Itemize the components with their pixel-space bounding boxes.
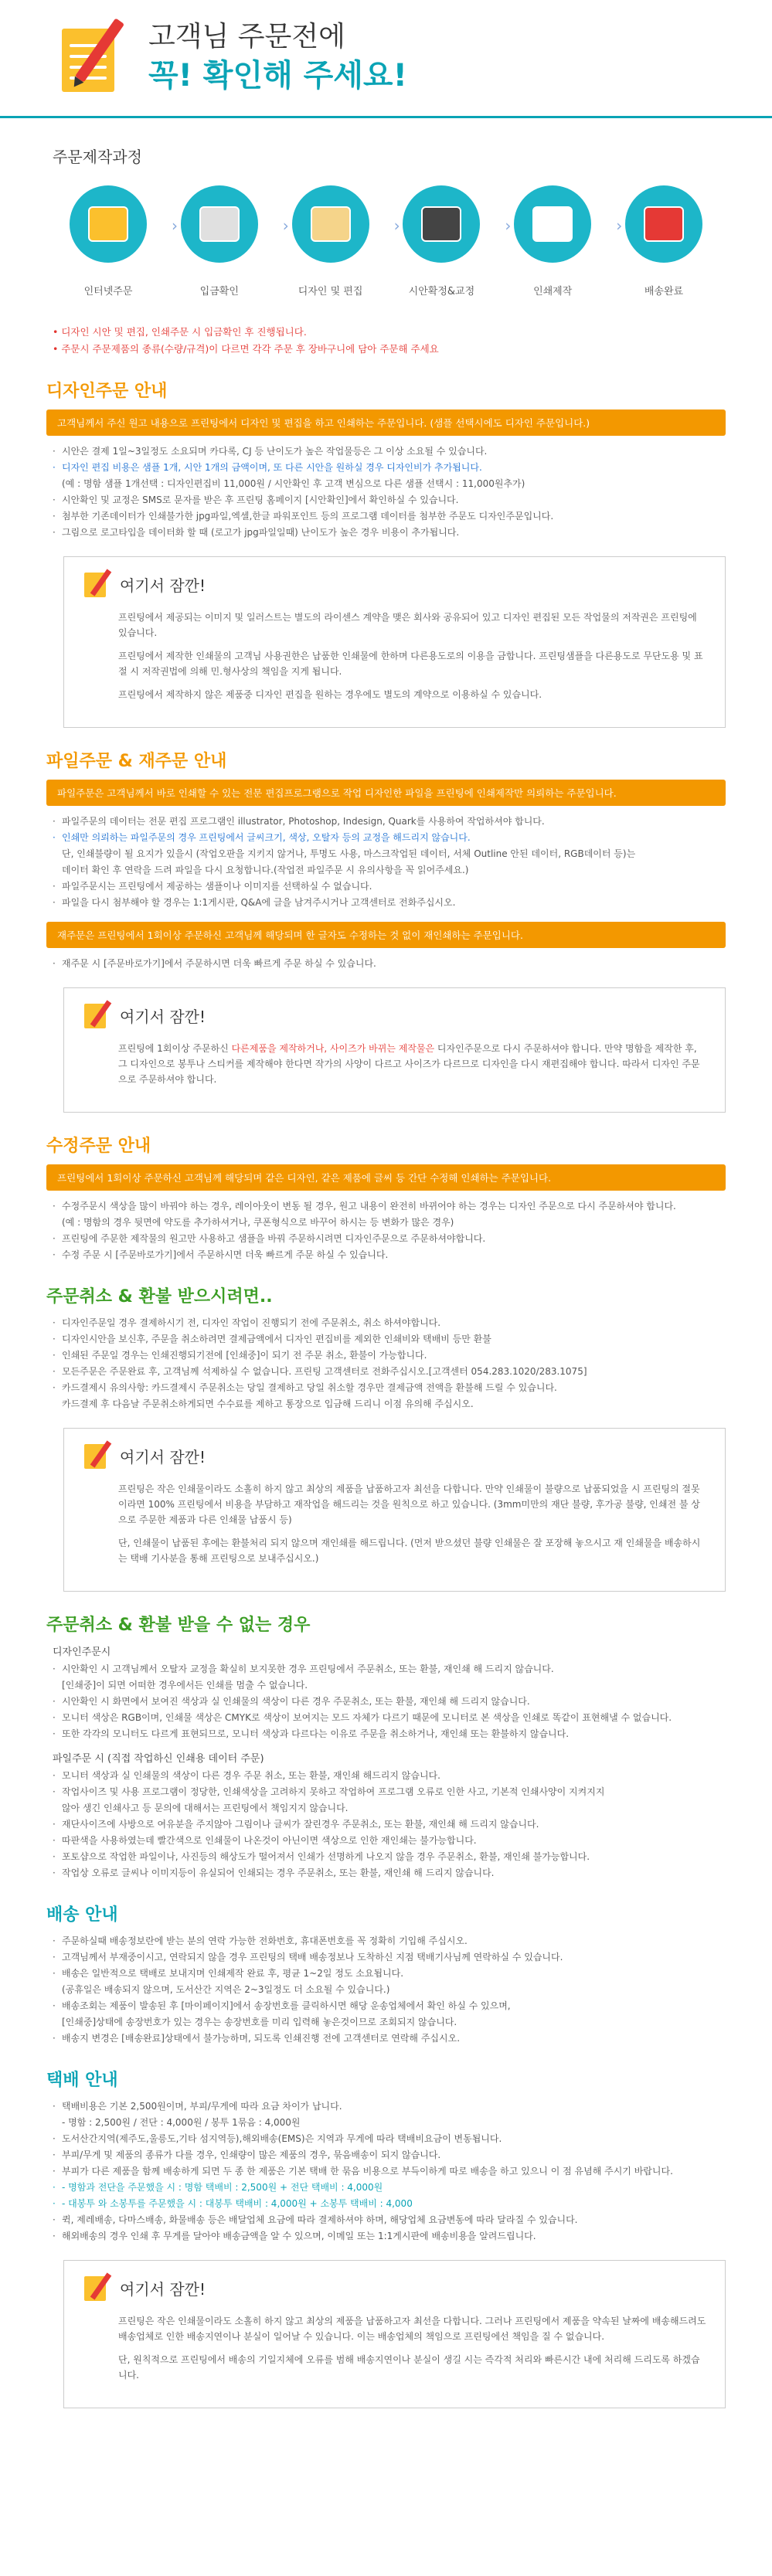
- list-item: 단, 인쇄불량이 될 요지가 있을시 (작업오판을 지키지 않거나, 투명도 사용, 마스크작업된 데이터, 서체 Outline 안된 데이터, RGB데이터 등)는: [62, 848, 636, 859]
- note-pen-icon: [81, 2273, 112, 2302]
- list-item: · 배송은 일반적으로 택배로 보내지며 인쇄제작 완료 후, 평균 1~2일 정도 소요됩니다.: [53, 1966, 726, 1982]
- divider: [0, 116, 772, 118]
- list-item: · 배송지 변경은 [배송완료]상태에서 불가능하며, 되도록 인쇄진행 전에 고객센터로 연락해 주십시오.: [53, 2031, 726, 2047]
- note-text: 프린팅에 1회이상 주문하신 다른제품을 제작하거나, 사이즈가 바뀌는 제작물은 디자인주문으로 다시 주문하셔야 합니다. 만약 명함을 제작한 후, 그 디자인으로 봉투나 스티커를 제작해야 한다면 작가의 사양이 다르고 사이즈가 다르므로 디자인을 다시 재편집해야 합니다. 따라서 디자인 주문으로 주문하셔야 합니다.: [118, 1043, 700, 1085]
- reorder-bar: 재주문은 프린팅에서 1회이상 주문하신 고객님께 해당되며 한 글자도 수정하는 것 없이 재인쇄하는 주문입니다.: [46, 922, 726, 948]
- list-item: (예 : 명함의 경우 뒷면에 약도를 추가하셔거나, 쿠폰형식으로 바꾸어 하시는 등 변화가 많은 경우): [62, 1217, 454, 1228]
- main-content: [0, 144, 772, 2408]
- list-item: (예 : 명함 샘플 1개선택 : 디자인편집비 11,000원 / 시안확인 후 고객 변심으로 다른 샘플 선택시 : 11,000원추가): [62, 478, 525, 489]
- list-item: · 포토샵으로 작업한 파일이나, 사진등의 해상도가 떨어져서 인쇄가 선명하게 나오지 않을 경우 주문취소, 환불, 재인쇄 불가능합니다.: [53, 1849, 726, 1865]
- printer-icon: [514, 185, 623, 263]
- chevron-right-icon: ›: [505, 216, 512, 235]
- note-pen-icon: [81, 1441, 112, 1470]
- note-pen-icon: [81, 1001, 112, 1030]
- file-bar: 파일주문은 고객님께서 바로 인쇄할 수 있는 전문 편집프로그램으로 작업 디자인한 파일을 프린팅에 인쇄제작만 의뢰하는 주문입니다.: [46, 780, 726, 806]
- note-text: 프린팅은 작은 인쇄물이라도 소홀히 하지 않고 최상의 제품을 납품하고자 최선을 다합니다. 그러나 프린팅에서 제품을 약속된 날짜에 배송해드려도 배송업체로 인한 배송지연이나 분실이 일어날 수 있습니다. 이는 배송업체의 책임으로 프린팅에선 책임을 질 수 없습니다.: [118, 2316, 706, 2342]
- section-title-courier: 택배 안내: [46, 2071, 118, 2090]
- list-item: · 퀵, 제레배송, 다마스배송, 화물배송 등은 배달업체 요금에 따라 결제하셔야 하며, 해당업체 요금변동에 따라 달라질 수 있습니다.: [53, 2212, 726, 2228]
- list-item: · 프린팅에 주문한 제작물의 원고만 사용하고 샘플을 바꿔 주문하시려면 디자인주문으로 주문하셔야합니다.: [53, 1231, 726, 1247]
- process-step: [62, 185, 178, 297]
- subsection-title: 파일주문 시 (직접 작업하신 인쇄용 데이터 주문): [53, 1753, 264, 1765]
- design-bar: 고객님께서 주신 원고 내용으로 프린팅에서 디자인 및 편집을 하고 인쇄하는 주문입니다. (샘플 선택시에도 디자인 주문입니다.): [46, 410, 726, 436]
- list-item: · 파일을 다시 첨부해야 할 경우는 1:1게시판, Q&A에 글을 남겨주시거나 고객센터로 전화주십시오.: [53, 895, 726, 911]
- subsection-title: 디자인주문시: [53, 1647, 111, 1658]
- note-text: 프린팅에서 제작한 인쇄물의 고객님 사용권한은 납품한 인쇄물에 한하며 다른용도로의 이용을 금합니다. 프린팅샘플을 다른용도로 무단도용 및 표절 시 저작권법에 의해 민.형사상의 책임을 지게 됩니다.: [118, 651, 703, 677]
- order-note-icon: [54, 19, 131, 97]
- page-subtitle: 꼭! 확인해 주세요!: [148, 58, 407, 93]
- note-text: 프린팅은 작은 인쇄물이라도 소홀히 하지 않고 최상의 제품을 납품하고자 최선을 다합니다. 만약 인쇄물이 불량으로 납품되었을 시 프린팅의 절못이라면 100% 프린팅에서 비용을 부담하고 재작업을 해드리는 것을 원칙으로 하고 있습니다. (3mm미만의 재단 불량, 후가공 불량, 인쇄전 불 상으로 주문한 제품과 다른 인쇄물 납품시 등): [118, 1483, 700, 1525]
- list-item: · 파일주문시는 프린팅에서 제공하는 샘플이나 이미지를 선택하실 수 없습니다.: [53, 878, 726, 895]
- process-step-label: 인터넷주문: [83, 286, 133, 297]
- list-item: · 첨부한 기존데이터가 인쇄불가한 jpg파일,엑셀,한글 파워포인트 등의 프로그램 데이터를 첨부한 주문도 디자인주문입니다.: [53, 508, 726, 525]
- courier-note: [63, 2260, 726, 2408]
- nocancel-list-1: [53, 1661, 726, 1742]
- list-item: · - 대봉투 와 소봉투를 주문했을 시 : 대봉투 택배비 : 4,000원 + 소봉투 택배비 : 4,000: [53, 2196, 726, 2212]
- list-item: 카드결제 후 다음날 주문취소하게되면 수수료를 제하고 통장으로 입금해 드리니 이점 유의해 주십시오.: [62, 1398, 474, 1409]
- reorder-list: [53, 956, 726, 972]
- list-item: · - 명함과 전단을 주문했을 시 : 명함 택배비 : 2,500원 + 전단 택배비 : 4,000원: [53, 2180, 726, 2196]
- list-item: · 고객님께서 부재중이시고, 연락되지 않을 경우 프린팅의 택배 배송정보나 도착하신 지점 택배기사님께 연락하실 수 있습니다.: [53, 1949, 726, 1966]
- process-step: [395, 185, 512, 297]
- note-pen-icon: [81, 569, 112, 599]
- list-item: · 작업상 오류로 글씨나 이미지등이 유실되어 인쇄되는 경우 주문취소, 또는 환불, 재인쇄 해 드리지 않습니다.: [53, 1865, 726, 1881]
- chevron-right-icon: ›: [393, 216, 400, 235]
- list-item: · 카드결제시 유의사항: 카드결제시 주문취소는 당일 결제하고 당일 취소할 경우만 결제금액 전액을 환불해 드릴 수 있습니다.: [53, 1380, 726, 1396]
- note-title: 여기서 잠깐!: [120, 1447, 206, 1466]
- laptop-icon: [403, 185, 512, 263]
- list-item: · 재단사이즈에 사방으로 여유분을 주지않아 그림이나 글씨가 잘린경우 주문취소, 또는 환불, 재인쇄 해 드리지 않습니다.: [53, 1816, 726, 1833]
- list-item: · 부피가 다른 제품을 함께 배송하게 되면 두 종 한 제품은 기본 택배 한 묶음 비용으로 부득이하게 따로 배송을 하고 있으니 이 점 유념해 주시기 바랍니다.: [53, 2163, 726, 2180]
- list-item: · 수정 주문 시 [주문바로가기]에서 주문하시면 더욱 빠르게 주문 하실 수 있습니다.: [53, 1247, 726, 1263]
- list-item: · 재주문 시 [주문바로가기]에서 주문하시면 더욱 빠르게 주문 하실 수 있습니다.: [53, 956, 726, 972]
- list-item: · 수정주문시 색상을 많이 바꿔야 하는 경우, 레이아웃이 변동 될 경우, 원고 내용이 완전히 바뀌어야 하는 경우는 디자인 주문으로 다시 주문하셔야 합니다.: [53, 1198, 726, 1215]
- note-title: 여기서 잠깐!: [120, 1007, 206, 1026]
- process-step-label: 배송완료: [644, 286, 684, 297]
- notice-list: [53, 324, 726, 358]
- list-item: · 시안확인 시 고객님께서 오탈자 교정을 확실히 보지못한 경우 프린팅에서 주문취소, 또는 환불, 재인쇄 해 드리지 않습니다.: [53, 1661, 726, 1677]
- list-item: · 따판색을 사용하였는데 빨간색으로 인쇄물이 나온것이 아닌이면 색상으로 인한 재인쇄는 불가능합니다.: [53, 1833, 726, 1849]
- list-item: · 모든주문은 주문완료 후, 고객님께 석제하실 수 없습니다. 프린팅 고객센터로 전화주십시오.[고객센터 054.283.1020/283.1075]: [53, 1364, 726, 1380]
- note-text: 프린팅에서 제공되는 이미지 및 일러스트는 별도의 라이센스 계약을 맺은 회사와 공유되어 있고 디자인 편집된 모든 작업물의 저작권은 프린팅에 있습니다.: [118, 612, 697, 638]
- section-title-delivery: 배송 안내: [46, 1905, 118, 1925]
- page-title: 고객님 주문전에: [148, 21, 345, 53]
- process-title: 주문제작과정: [53, 148, 142, 166]
- section-title-design: 디자인주문 안내: [46, 382, 168, 401]
- folder-icon: [70, 185, 178, 263]
- process-step: [617, 185, 710, 297]
- list-item: · 부피/무게 및 제품의 종류가 다를 경우, 인쇄량이 많은 제품의 경우, 묶음배송이 되지 않습니다.: [53, 2147, 726, 2163]
- list-item: [인쇄중]상태에 송장번호가 있는 경우는 송장번호를 미리 입력해 놓은것이므로 조회되지 않습니다.: [62, 2017, 457, 2027]
- list-item: · 시안은 결제 1일~3일정도 소요되며 카다록, CJ 등 난이도가 높은 작업물등은 그 이상 소요될 수 있습니다.: [53, 443, 726, 460]
- chevron-right-icon: ›: [616, 216, 623, 235]
- notice-item: • 주문시 주문제품의 종류(수량/규격)이 다르면 각각 주문 후 장바구니에 담아 주문해 주세요: [53, 343, 439, 355]
- list-item: [인쇄중]이 되면 어떠한 경우에서든 인쇄를 멈출 수 없습니다.: [62, 1680, 308, 1691]
- file-list: [53, 814, 726, 911]
- list-item: · 모니터 색상은 RGB이며, 인쇄물 색상은 CMYK로 색상이 보여지는 모드 자체가 다르기 때문에 모니터로 본 색상을 인쇄로 똑같이 표현해낼 수 없습니다.: [53, 1710, 726, 1726]
- process-steps: [46, 185, 726, 297]
- section-title-file: 파일주문 & 재주문 안내: [46, 752, 227, 771]
- list-item: · 인쇄된 주문일 경우는 인쇄진행되기전에 [인쇄중]이 되기 전 주문 취소, 환불이 가능합니다.: [53, 1347, 726, 1364]
- nocancel-list-2: [53, 1768, 726, 1881]
- list-item: · 시안확인 시 화면에서 보여진 색상과 실 인쇄물의 색상이 다른 경우 주문취소, 또는 환불, 재인쇄 해 드리지 않습니다.: [53, 1694, 726, 1710]
- note-text: 프린팅에서 제작하지 않은 제품중 디자인 편집을 원하는 경우에도 별도의 계약으로 이용하실 수 있습니다.: [118, 689, 542, 700]
- note-title: 여기서 잠깐!: [120, 2279, 206, 2299]
- list-item: · 작업사이즈 및 사용 프로그램이 정당한, 인쇄색상을 고려하지 못하고 작업하여 프로그램 오류로 인한 사고, 기본적 인쇄사양이 지켜지지: [53, 1784, 726, 1800]
- process-step-label: 인쇄제작: [533, 286, 573, 297]
- header: [0, 0, 772, 116]
- chevron-right-icon: ›: [282, 216, 289, 235]
- list-item: 않아 생긴 인쇄사고 등 문의에 대해서는 프린팅에서 책임지지 않습니다.: [62, 1803, 349, 1813]
- list-item: · 또한 각각의 모니터도 다르게 표현되므로, 모니터 색상과 다르다는 이유로 주문을 취소하거나, 재인쇄 또는 환불하지 않습니다.: [53, 1726, 726, 1742]
- delivery-list: [53, 1933, 726, 2047]
- section-title-modify: 수정주문 안내: [46, 1137, 151, 1156]
- list-item: · 파일주문의 데이터는 전문 편집 프로그램인 illustrator, Photoshop, Indesign, Quark를 사용하여 작업하셔야 합니다.: [53, 814, 726, 830]
- process-step: [284, 185, 400, 297]
- design-list: [53, 443, 726, 541]
- process-step: [173, 185, 289, 297]
- note-text: 단, 원칙적으로 프린팅에서 배송의 기일지체에 오류를 범해 배송지연이나 분실이 생길 시는 즉각적 처리와 빠른시간 내에 처리해 드리도록 하겠습니다.: [118, 2354, 700, 2381]
- list-item: (공휴일은 배송되지 않으며, 도서산간 지역은 2~3일정도 더 소요될 수 있습니다.): [62, 1984, 390, 1995]
- section-title-nocancel: 주문취소 & 환불 받을 수 없는 경우: [46, 1616, 311, 1635]
- list-item: · 디자인시안을 보신후, 주문을 취소하려면 결제금액에서 디자인 편집비를 제외한 인쇄비와 택배비 등만 환불: [53, 1331, 726, 1347]
- list-item: · 주문하실때 배송정보란에 받는 분의 연락 가능한 전화번호, 휴대폰번호를 꼭 정확히 기입해 주십시오.: [53, 1933, 726, 1949]
- process-step-label: 입금확인: [199, 286, 239, 297]
- process-step-label: 디자인 및 편집: [298, 286, 363, 297]
- list-item: · 시안확인 및 교정은 SMS로 문자를 받은 후 프린팅 홈페이지 [시안확인]에서 확인하실 수 있습니다.: [53, 492, 726, 508]
- list-item: · 디자인주문일 경우 결제하시기 전, 디자인 작업이 진행되기 전에 주문취소, 취소 하셔야합니다.: [53, 1315, 726, 1331]
- cancel-note: [63, 1428, 726, 1592]
- process-step: [506, 185, 623, 297]
- palette-icon: [292, 185, 400, 263]
- list-item: · 도서산간지역(제주도,울릉도,기타 섬지역등),해외배송(EMS)은 지역과 무게에 따라 택배비요금이 변동됩니다.: [53, 2131, 726, 2147]
- courier-list: [53, 2099, 726, 2245]
- list-item: · 그림으로 로고타입을 데이터화 할 때 (로고가 jpg파일일때) 난이도가 높은 경우 비용이 추가됩니다.: [53, 525, 726, 541]
- note-text: 단, 인쇄물이 납품된 후에는 환불처리 되지 않으며 재인쇄를 해드립니다. (먼저 받으셨던 불량 인쇄물은 잘 포장해 놓으시고 재 인쇄물을 배송하시는 택배 기사분을 통해 프린팅으로 보내주십시오.): [118, 1538, 701, 1564]
- list-item: · 인쇄만 의뢰하는 파일주문의 경우 프린팅에서 글씨크기, 색상, 오탈자 등의 교정을 해드리지 않습니다.: [53, 830, 726, 846]
- list-item: · 해외배송의 경우 인쇄 후 무게를 달아야 배송금액을 알 수 있으며, 이메일 또는 1:1게시판에 배송비용을 알려드립니다.: [53, 2228, 726, 2245]
- list-item: · 모니터 색상과 실 인쇄물의 색상이 다른 경우 주문 취소, 또는 환불, 재인쇄 해드리지 않습니다.: [53, 1768, 726, 1784]
- list-item: · 택배비용은 기본 2,500원이며, 부피/무게에 따라 요금 차이가 납니다.: [53, 2099, 726, 2115]
- process-step-label: 시안확정&교정: [408, 286, 475, 297]
- cancel-list: [53, 1315, 726, 1412]
- note-title: 여기서 잠깐!: [120, 576, 206, 595]
- design-note: [63, 556, 726, 728]
- file-note: [63, 987, 726, 1113]
- list-item: - 명함 : 2,500원 / 전단 : 4,000원 / 봉투 1묶음 : 4,000원: [62, 2117, 301, 2128]
- section-title-cancel: 주문취소 & 환불 받으시려면..: [46, 1287, 273, 1307]
- list-item: · 디자인 편집 비용은 샘플 1개, 시안 1개의 금액이며, 또 다른 시안을 원하실 경우 디자인비가 추가됩니다.: [53, 460, 726, 476]
- calculator-icon: [181, 185, 289, 263]
- chevron-right-icon: ›: [172, 216, 178, 235]
- list-item: 데이터 확인 후 연락을 드려 파일을 다시 요청합니다.(작업전 파일주문 시 유의사항을 꼭 읽어주세요.): [62, 865, 469, 875]
- list-item: · 배송조회는 제품이 발송된 후 [마이페이지]에서 송장번호를 클릭하시면 해당 운송업체에서 확인 하실 수 있으며,: [53, 1998, 726, 2014]
- modify-bar: 프린팅에서 1회이상 주문하신 고객님께 해당되며 같은 디자인, 같은 제품에 글씨 등 간단 수정해 인쇄하는 주문입니다.: [46, 1164, 726, 1191]
- notice-item: • 디자인 시안 및 편집, 인쇄주문 시 입금확인 후 진행됩니다.: [53, 326, 307, 338]
- truck-icon: [625, 185, 702, 263]
- modify-list: [53, 1198, 726, 1263]
